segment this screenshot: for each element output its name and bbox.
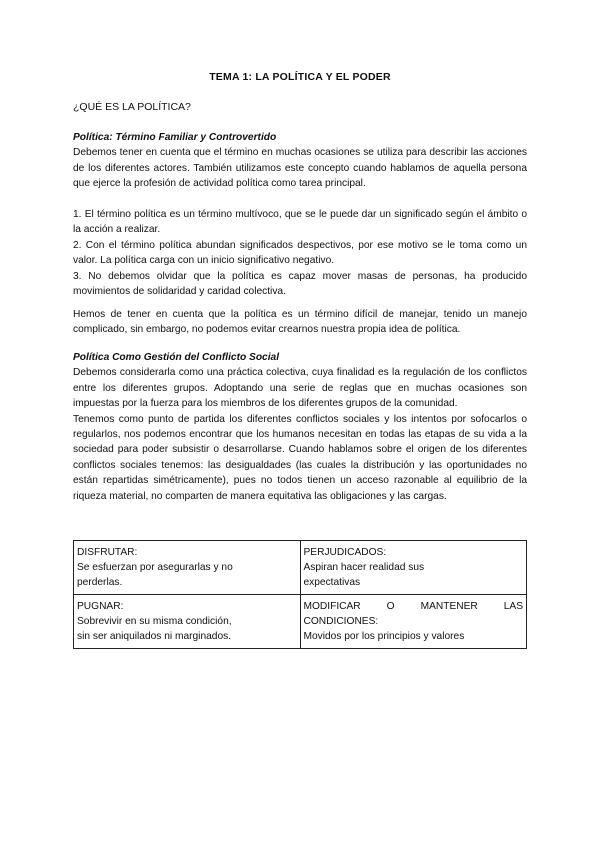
section-1-points	[73, 207, 527, 299]
table-row	[74, 595, 527, 649]
point-2: 2. Con el término política abundan significados despectivos, por ese motivo se le toma como un valor. La política carga con un inicio significativo negativo.	[73, 239, 527, 267]
section-2-para-1: Debemos considerarla como una práctica colectiva, cuya finalidad es la regulación de los conflictos entre los diferentes grupos. Adoptando una serie de reglas que en muchas ocasiones son impuestas por la fuerza para los miembros de los diferentes grupos de la comunidad.	[73, 367, 527, 410]
table-cell-modificar: MODIFICAR O MANTENER LAS CONDICIONES: Movidos por los principios y valores	[300, 595, 527, 649]
table-cell-perjudicados: PERJUDICADOS: Aspiran hacer realidad sus expectativas	[300, 541, 527, 595]
section-1	[73, 130, 527, 192]
table-cell-pugnar: PUGNAR: Sobrevivir en su misma condición, sin ser aniquilados ni marginados.	[74, 595, 301, 649]
section-1-closing: Hemos de tener en cuenta que la política es un término difícil de manejar, tenido un manejo complicado, sin embargo, no podemos evitar crearnos nuestra propia idea de política.	[73, 309, 527, 336]
point-1: 1. El término política es un término multívoco, que se le puede dar un significado según el ámbito o la acción a realizar.	[73, 209, 527, 236]
table-row	[74, 541, 527, 595]
conflict-table	[73, 540, 527, 649]
section-question: ¿QUÉ ES LA POLÍTICA?	[73, 101, 191, 113]
section-2-heading: Política Como Gestión del Conflicto Social	[73, 352, 280, 363]
point-3: 3. No debemos olvidar que la política es capaz mover masas de personas, ha producido movimientos de solidaridad y caridad colectiva.	[73, 270, 527, 298]
section-1-intro: Debemos tener en cuenta que el término en muchas ocasiones se utiliza para describir las acciones de los diferentes actores. También utilizamos este concepto cuando hablamos de aquella persona que ejerce la profesión de actividad política como tarea principal.	[73, 147, 527, 190]
section-2	[73, 350, 527, 504]
table-cell-disfrutar: DISFRUTAR: Se esfuerzan por asegurarlas y no perderlas.	[74, 541, 301, 595]
document-title: TEMA 1: LA POLÍTICA Y EL PODER	[209, 71, 391, 83]
section-1-heading: Política: Término Familiar y Controvertido	[73, 132, 277, 143]
section-2-para-2: Tenemos como punto de partida los diferentes conflictos sociales y los intentos por sofocarlos o regularlos, nos podemos encontrar que los humanos necesitan en todas las etapas de su vida a la sociedad para poder subsistir o desarrollarse. Cuando hablamos sobre el origen de los diferentes conflictos sociales tenemos: las desigualdades (las cuales la distribución y las oportunidades no están repartidas simétricamente), pues no todos tienen un acceso razonable al equilibrio de la riqueza material, no comparten de manera equitativa las obligaciones y las cargas.	[73, 413, 527, 502]
